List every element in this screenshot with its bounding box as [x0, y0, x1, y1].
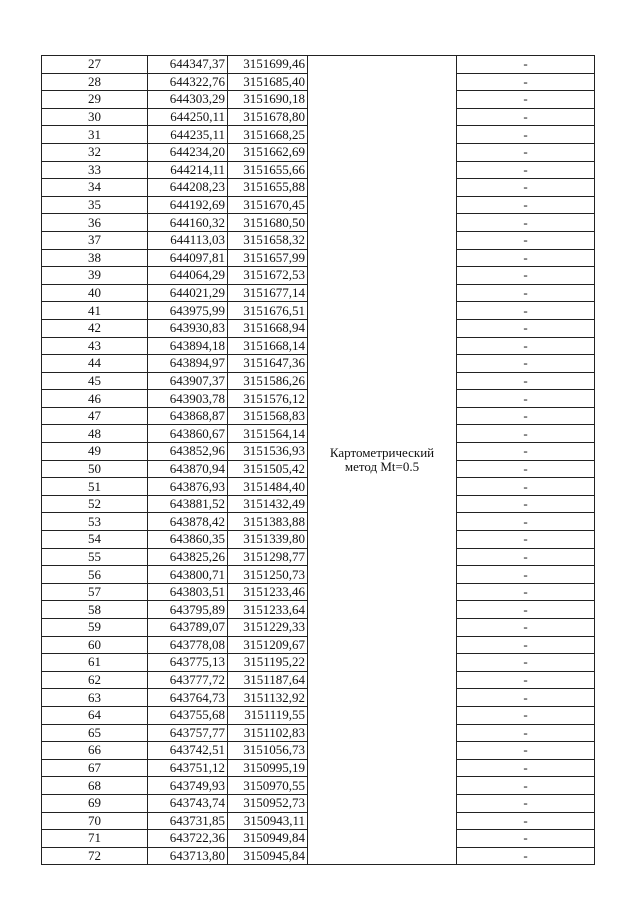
accuracy-cell: -	[457, 548, 595, 566]
point-number-cell: 47	[42, 407, 148, 425]
accuracy-cell: -	[457, 619, 595, 637]
accuracy-cell: -	[457, 759, 595, 777]
point-number-cell: 64	[42, 706, 148, 724]
point-number-cell: 50	[42, 460, 148, 478]
point-number-cell: 65	[42, 724, 148, 742]
accuracy-cell: -	[457, 671, 595, 689]
x-coordinate-cell: 644322,76	[148, 73, 228, 91]
y-coordinate-cell: 3151564,14	[228, 425, 308, 443]
point-number-cell: 43	[42, 337, 148, 355]
y-coordinate-cell: 3151680,50	[228, 214, 308, 232]
y-coordinate-cell: 3151672,53	[228, 267, 308, 285]
y-coordinate-cell: 3150970,55	[228, 777, 308, 795]
accuracy-cell: -	[457, 196, 595, 214]
point-number-cell: 46	[42, 390, 148, 408]
coordinates-table	[41, 55, 595, 865]
x-coordinate-cell: 643722,36	[148, 830, 228, 848]
y-coordinate-cell: 3150952,73	[228, 794, 308, 812]
accuracy-cell: -	[457, 583, 595, 601]
accuracy-cell: -	[457, 319, 595, 337]
accuracy-cell: -	[457, 161, 595, 179]
x-coordinate-cell: 644208,23	[148, 179, 228, 197]
accuracy-cell: -	[457, 742, 595, 760]
accuracy-cell: -	[457, 654, 595, 672]
accuracy-cell: -	[457, 91, 595, 109]
accuracy-cell: -	[457, 337, 595, 355]
accuracy-cell: -	[457, 495, 595, 513]
y-coordinate-cell: 3151298,77	[228, 548, 308, 566]
y-coordinate-cell: 3151195,22	[228, 654, 308, 672]
accuracy-cell: -	[457, 284, 595, 302]
accuracy-cell: -	[457, 830, 595, 848]
point-number-cell: 69	[42, 794, 148, 812]
x-coordinate-cell: 643894,18	[148, 337, 228, 355]
point-number-cell: 61	[42, 654, 148, 672]
y-coordinate-cell: 3151536,93	[228, 443, 308, 461]
point-number-cell: 60	[42, 636, 148, 654]
y-coordinate-cell: 3151250,73	[228, 566, 308, 584]
accuracy-cell: -	[457, 689, 595, 707]
point-number-cell: 67	[42, 759, 148, 777]
x-coordinate-cell: 643775,13	[148, 654, 228, 672]
accuracy-cell: -	[457, 267, 595, 285]
y-coordinate-cell: 3151655,88	[228, 179, 308, 197]
x-coordinate-cell: 644064,29	[148, 267, 228, 285]
y-coordinate-cell: 3151233,64	[228, 601, 308, 619]
y-coordinate-cell: 3151484,40	[228, 478, 308, 496]
x-coordinate-cell: 643852,96	[148, 443, 228, 461]
point-number-cell: 37	[42, 231, 148, 249]
point-number-cell: 58	[42, 601, 148, 619]
x-coordinate-cell: 643800,71	[148, 566, 228, 584]
point-number-cell: 40	[42, 284, 148, 302]
x-coordinate-cell: 643878,42	[148, 513, 228, 531]
y-coordinate-cell: 3150945,84	[228, 847, 308, 865]
accuracy-cell: -	[457, 425, 595, 443]
y-coordinate-cell: 3151699,46	[228, 56, 308, 74]
accuracy-cell: -	[457, 143, 595, 161]
x-coordinate-cell: 643930,83	[148, 319, 228, 337]
y-coordinate-cell: 3151670,45	[228, 196, 308, 214]
accuracy-cell: -	[457, 390, 595, 408]
x-coordinate-cell: 644021,29	[148, 284, 228, 302]
x-coordinate-cell: 643860,67	[148, 425, 228, 443]
accuracy-cell: -	[457, 443, 595, 461]
y-coordinate-cell: 3151678,80	[228, 108, 308, 126]
x-coordinate-cell: 643795,89	[148, 601, 228, 619]
x-coordinate-cell: 643757,77	[148, 724, 228, 742]
point-number-cell: 68	[42, 777, 148, 795]
y-coordinate-cell: 3151132,92	[228, 689, 308, 707]
coordinates-table-body	[42, 56, 595, 865]
point-number-cell: 49	[42, 443, 148, 461]
x-coordinate-cell: 643870,94	[148, 460, 228, 478]
x-coordinate-cell: 644160,32	[148, 214, 228, 232]
accuracy-cell: -	[457, 513, 595, 531]
point-number-cell: 35	[42, 196, 148, 214]
y-coordinate-cell: 3151576,12	[228, 390, 308, 408]
point-number-cell: 66	[42, 742, 148, 760]
point-number-cell: 39	[42, 267, 148, 285]
accuracy-cell: -	[457, 812, 595, 830]
method-cell	[308, 56, 457, 865]
y-coordinate-cell: 3151668,25	[228, 126, 308, 144]
x-coordinate-cell: 643860,35	[148, 531, 228, 549]
accuracy-cell: -	[457, 601, 595, 619]
accuracy-cell: -	[457, 108, 595, 126]
x-coordinate-cell: 644214,11	[148, 161, 228, 179]
accuracy-cell: -	[457, 231, 595, 249]
point-number-cell: 54	[42, 531, 148, 549]
accuracy-cell: -	[457, 847, 595, 865]
point-number-cell: 52	[42, 495, 148, 513]
x-coordinate-cell: 643825,26	[148, 548, 228, 566]
x-coordinate-cell: 643755,68	[148, 706, 228, 724]
method-line-2: метод Mt=0.5	[344, 459, 420, 475]
point-number-cell: 44	[42, 355, 148, 373]
y-coordinate-cell: 3151383,88	[228, 513, 308, 531]
y-coordinate-cell: 3151568,83	[228, 407, 308, 425]
point-number-cell: 55	[42, 548, 148, 566]
point-number-cell: 41	[42, 302, 148, 320]
y-coordinate-cell: 3150995,19	[228, 759, 308, 777]
accuracy-cell: -	[457, 706, 595, 724]
x-coordinate-cell: 643907,37	[148, 372, 228, 390]
accuracy-cell: -	[457, 636, 595, 654]
point-number-cell: 70	[42, 812, 148, 830]
x-coordinate-cell: 644097,81	[148, 249, 228, 267]
x-coordinate-cell: 643975,99	[148, 302, 228, 320]
x-coordinate-cell: 644234,20	[148, 143, 228, 161]
y-coordinate-cell: 3151505,42	[228, 460, 308, 478]
method-line-1: Картометрический	[329, 445, 435, 461]
x-coordinate-cell: 643764,73	[148, 689, 228, 707]
y-coordinate-cell: 3151432,49	[228, 495, 308, 513]
accuracy-cell: -	[457, 478, 595, 496]
table-row	[42, 56, 595, 74]
point-number-cell: 28	[42, 73, 148, 91]
x-coordinate-cell: 644303,29	[148, 91, 228, 109]
point-number-cell: 38	[42, 249, 148, 267]
point-number-cell: 51	[42, 478, 148, 496]
x-coordinate-cell: 644347,37	[148, 56, 228, 74]
accuracy-cell: -	[457, 372, 595, 390]
y-coordinate-cell: 3151647,36	[228, 355, 308, 373]
y-coordinate-cell: 3151209,67	[228, 636, 308, 654]
point-number-cell: 71	[42, 830, 148, 848]
point-number-cell: 53	[42, 513, 148, 531]
x-coordinate-cell: 644250,11	[148, 108, 228, 126]
y-coordinate-cell: 3150949,84	[228, 830, 308, 848]
accuracy-cell: -	[457, 73, 595, 91]
y-coordinate-cell: 3151056,73	[228, 742, 308, 760]
accuracy-cell: -	[457, 777, 595, 795]
x-coordinate-cell: 643713,80	[148, 847, 228, 865]
point-number-cell: 34	[42, 179, 148, 197]
x-coordinate-cell: 644192,69	[148, 196, 228, 214]
point-number-cell: 36	[42, 214, 148, 232]
point-number-cell: 59	[42, 619, 148, 637]
point-number-cell: 62	[42, 671, 148, 689]
y-coordinate-cell: 3151658,32	[228, 231, 308, 249]
point-number-cell: 56	[42, 566, 148, 584]
accuracy-cell: -	[457, 531, 595, 549]
x-coordinate-cell: 643881,52	[148, 495, 228, 513]
accuracy-cell: -	[457, 56, 595, 74]
point-number-cell: 29	[42, 91, 148, 109]
y-coordinate-cell: 3151102,83	[228, 724, 308, 742]
y-coordinate-cell: 3151233,46	[228, 583, 308, 601]
point-number-cell: 32	[42, 143, 148, 161]
y-coordinate-cell: 3151229,33	[228, 619, 308, 637]
x-coordinate-cell: 643777,72	[148, 671, 228, 689]
accuracy-cell: -	[457, 724, 595, 742]
accuracy-cell: -	[457, 407, 595, 425]
x-coordinate-cell: 643876,93	[148, 478, 228, 496]
x-coordinate-cell: 643803,51	[148, 583, 228, 601]
point-number-cell: 42	[42, 319, 148, 337]
y-coordinate-cell: 3151187,64	[228, 671, 308, 689]
point-number-cell: 48	[42, 425, 148, 443]
accuracy-cell: -	[457, 126, 595, 144]
y-coordinate-cell: 3151668,14	[228, 337, 308, 355]
x-coordinate-cell: 643903,78	[148, 390, 228, 408]
x-coordinate-cell: 643751,12	[148, 759, 228, 777]
y-coordinate-cell: 3151676,51	[228, 302, 308, 320]
x-coordinate-cell: 644113,03	[148, 231, 228, 249]
point-number-cell: 30	[42, 108, 148, 126]
y-coordinate-cell: 3151339,80	[228, 531, 308, 549]
y-coordinate-cell: 3151655,66	[228, 161, 308, 179]
x-coordinate-cell: 643731,85	[148, 812, 228, 830]
x-coordinate-cell: 643894,97	[148, 355, 228, 373]
accuracy-cell: -	[457, 249, 595, 267]
point-number-cell: 72	[42, 847, 148, 865]
y-coordinate-cell: 3151662,69	[228, 143, 308, 161]
y-coordinate-cell: 3151685,40	[228, 73, 308, 91]
y-coordinate-cell: 3151677,14	[228, 284, 308, 302]
point-number-cell: 45	[42, 372, 148, 390]
y-coordinate-cell: 3150943,11	[228, 812, 308, 830]
accuracy-cell: -	[457, 794, 595, 812]
point-number-cell: 33	[42, 161, 148, 179]
y-coordinate-cell: 3151657,99	[228, 249, 308, 267]
point-number-cell: 63	[42, 689, 148, 707]
x-coordinate-cell: 643742,51	[148, 742, 228, 760]
point-number-cell: 57	[42, 583, 148, 601]
accuracy-cell: -	[457, 214, 595, 232]
accuracy-cell: -	[457, 460, 595, 478]
y-coordinate-cell: 3151586,26	[228, 372, 308, 390]
accuracy-cell: -	[457, 355, 595, 373]
x-coordinate-cell: 643778,08	[148, 636, 228, 654]
x-coordinate-cell: 643749,93	[148, 777, 228, 795]
x-coordinate-cell: 643868,87	[148, 407, 228, 425]
x-coordinate-cell: 643789,07	[148, 619, 228, 637]
y-coordinate-cell: 3151119,55	[228, 706, 308, 724]
point-number-cell: 27	[42, 56, 148, 74]
x-coordinate-cell: 643743,74	[148, 794, 228, 812]
accuracy-cell: -	[457, 566, 595, 584]
point-number-cell: 31	[42, 126, 148, 144]
y-coordinate-cell: 3151668,94	[228, 319, 308, 337]
y-coordinate-cell: 3151690,18	[228, 91, 308, 109]
x-coordinate-cell: 644235,11	[148, 126, 228, 144]
accuracy-cell: -	[457, 302, 595, 320]
accuracy-cell: -	[457, 179, 595, 197]
